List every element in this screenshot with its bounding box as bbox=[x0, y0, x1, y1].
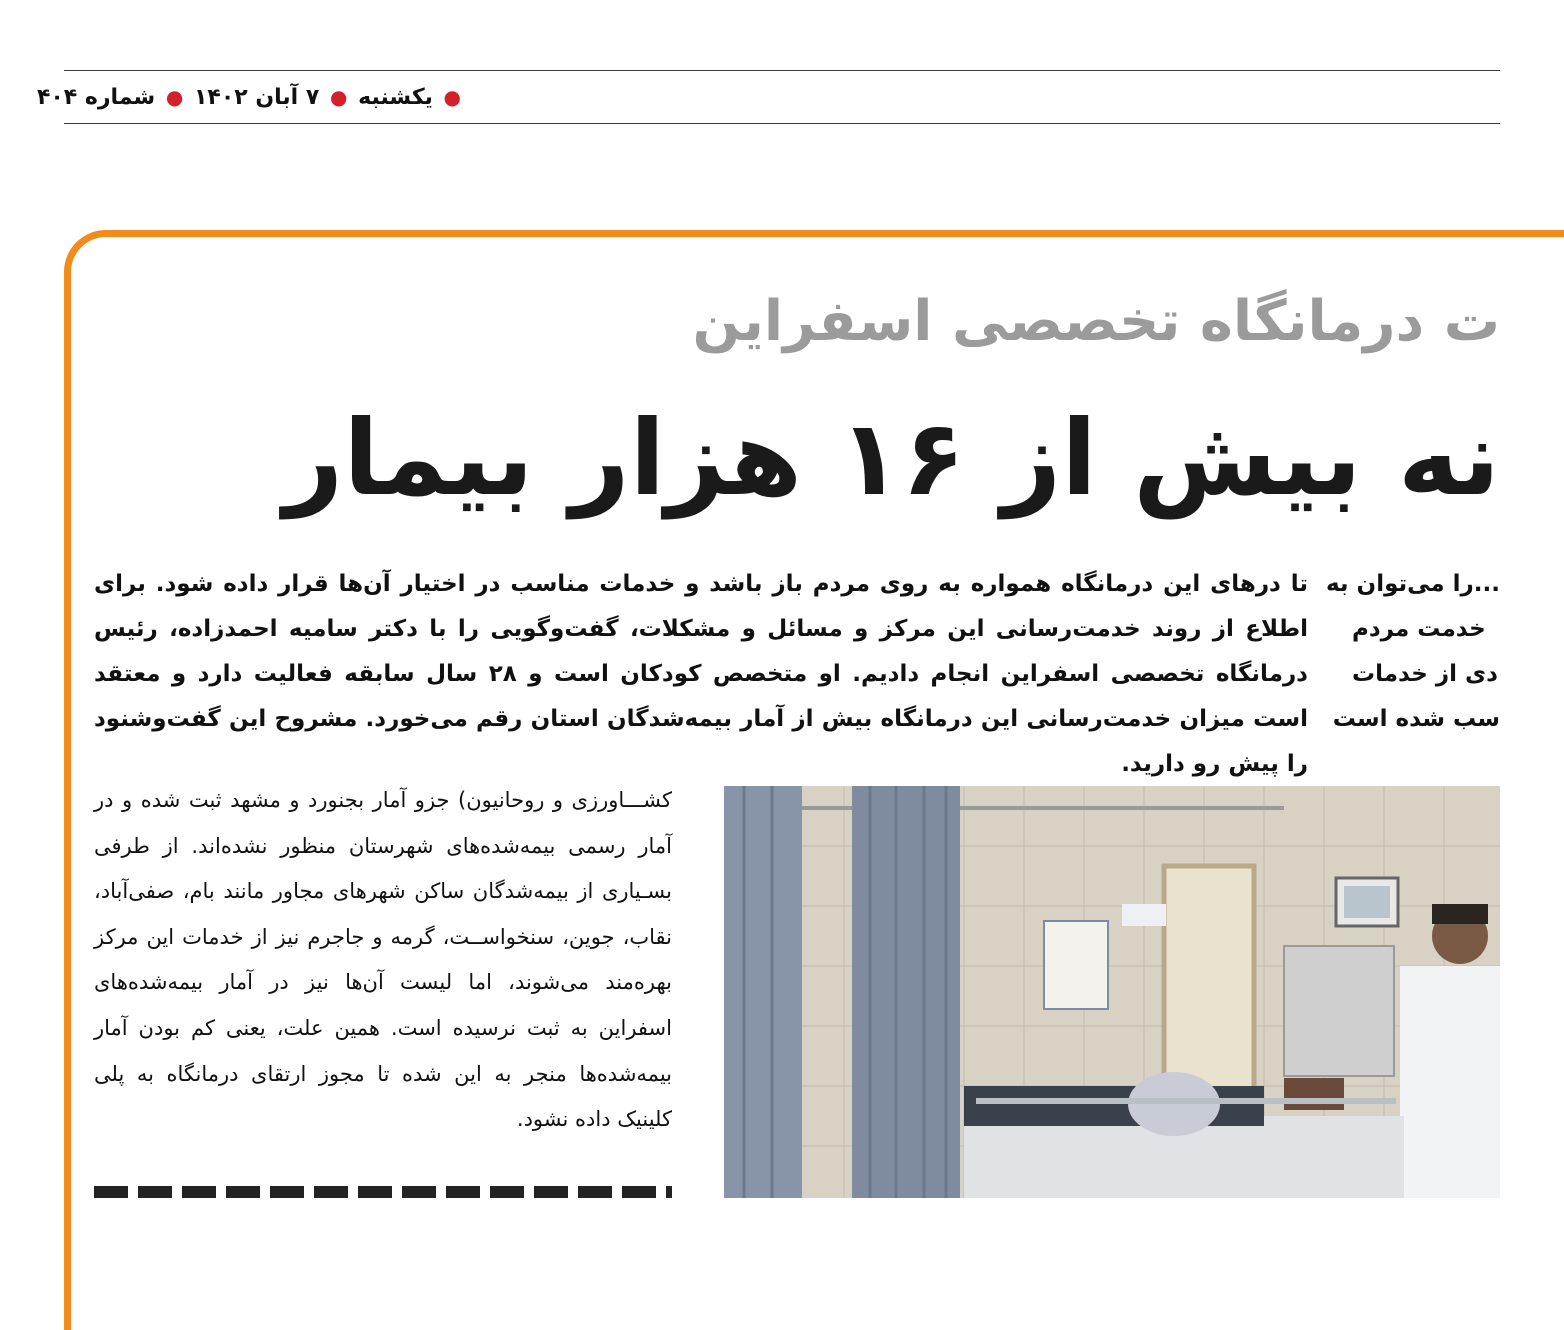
body-column: کشـــاورزی و روحانیون) جزو آمار بجنورد و مشهد ثبت شده و در آمار رسمی بیمه‌شده‌های شهرستان منظور نشده‌اند. از طرفی بسـیاری از بیمه‌شدگان ساکن شهرهای مجاور مانند بام، صفی‌آباد، نقاب، جوین، سنخواســت، گرمه و جاجرم نیز از خدمات این مرکز بهره‌مند می‌شوند، اما لیست آن‌ها نیز در آمار بیمه‌شده‌های اسفراین به ثبت نرسیده است. همین علت، یعنی کم بودن آمار بیمه‌شده‌ها منجر به این شده تا مجوز ارتقای درمانگاه به پلی کلینیک داده نشود. bbox=[94, 788, 672, 1132]
masthead-issue: شماره ۴۰۴ bbox=[36, 85, 156, 110]
lead-cut-line: ...را می‌توان به bbox=[1325, 571, 1500, 597]
masthead-line bbox=[36, 80, 464, 114]
masthead-top-rule bbox=[64, 70, 1500, 71]
lead-cut-line: خدمت مردم bbox=[1352, 616, 1486, 642]
bullet-dot-icon: ● bbox=[165, 85, 184, 109]
lead-cut-column bbox=[1325, 562, 1500, 746]
lead-cut-line: دی از خدمات bbox=[1352, 661, 1498, 687]
article-lead: تا درهای این درمانگاه همواره به روی مردم باز باشد و خدمات مناسب در اختیار آن‌ها قرار داده شود. برای اطلاع از روند خدمت‌رسانی این مرکز و مسائل و مشکلات، گفت‌وگویی را با دکتر سامیه احمدزاده، رئیس درمانگاه تخصصی اسفراین انجام دادیم. او متخصص کودکان است و ۲۸ سال سابقه فعالیت دارد و معتقد است میزان خدمت‌رسانی این درمانگاه بیش از آمار بیمه‌شدگان استان رقم می‌خورد. مشروح این گفت‌وشنود را پیش رو دارید. bbox=[94, 571, 1308, 777]
hospital-ward-image bbox=[724, 786, 1500, 1198]
lead-cut-line: سب شده است bbox=[1332, 706, 1500, 732]
bullet-dot-icon: ● bbox=[330, 85, 348, 109]
masthead-day: یکشنبه bbox=[358, 85, 433, 110]
article-headline: نه بیش از ۱۶ هزار بیمار bbox=[283, 397, 1500, 519]
hospital-ward-photo bbox=[724, 786, 1500, 1198]
masthead-bottom-rule bbox=[64, 123, 1500, 124]
article-kicker: ت درمانگاه تخصصی اسفراین bbox=[692, 289, 1500, 354]
next-paragraph-cut bbox=[94, 1186, 672, 1198]
masthead-date: ۷ آبان ۱۴۰۲ bbox=[194, 85, 320, 110]
bullet-dot-icon: ● bbox=[443, 85, 461, 109]
